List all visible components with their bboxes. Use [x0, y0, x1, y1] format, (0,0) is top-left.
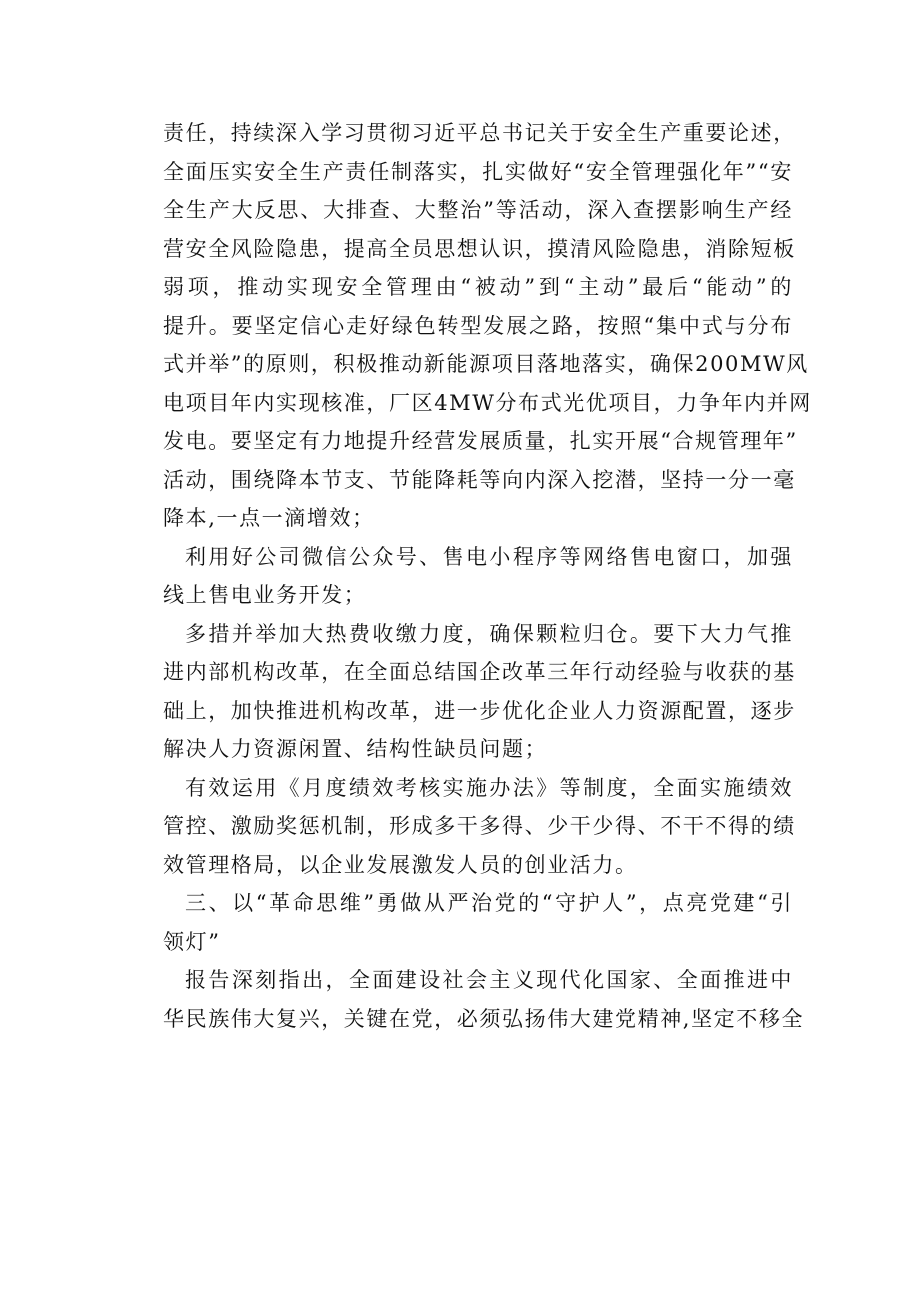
text-line: 活动，围绕降本节支、节能降耗等向内深入挖潜，坚持一分一毫 — [163, 467, 796, 492]
text-line: 报告深刻指出，全面建设社会主义现代化国家、全面推进中 — [185, 968, 793, 992]
text-line: 进内部机构改革，在全面总结国企改革三年行动经验与收获的基 — [163, 660, 796, 684]
text-line: 降本,一点一滴增效； — [163, 506, 375, 530]
text-line: 弱项，推动实现安全管理由“被动”到“主动”最后“能动”的 — [163, 275, 793, 299]
text-line: 责任，持续深入学习贯彻习近平总书记关于安全生产重要论述， — [163, 121, 796, 145]
text-line: 电项目年内实现核准，厂区4MW分布式光优项目，力争年内并网 — [163, 390, 812, 415]
text-line: 式并举”的原则，积极推动新能源项目落地落实，确保200MW风 — [163, 352, 809, 376]
text-line: 营安全风险隐患，提高全员思想认识，摸清风险隐患，消除短板 — [163, 236, 796, 261]
text-line: 多措并举加大热费收缴力度，确保颗粒归仓。要下大力气推 — [185, 621, 793, 646]
text-line: 发电。要坚定有力地提升经营发展质量，扎实开展“合规管理年” — [163, 429, 798, 453]
text-line: 利用好公司微信公众号、售电小程序等网络售电窗口，加强 — [185, 544, 793, 569]
document-body — [163, 114, 812, 1038]
paragraph-online-sales — [163, 538, 793, 615]
text-line: 华民族伟大复兴，关键在党，必须弘扬伟大建党精神,坚定不移全 — [163, 1006, 805, 1031]
text-line: 效管理格局，以企业发展激发人员的创业活力。 — [163, 852, 638, 877]
section-heading-three — [163, 884, 793, 961]
text-line: 础上，加快推进机构改革，进一步优化企业人力资源配置，逐步 — [163, 698, 796, 723]
text-line: 有效运用《月度绩效考核实施办法》等制度，全面实施绩效 — [185, 775, 793, 800]
paragraph-report — [163, 961, 805, 1038]
text-line: 解决人力资源闲置、结构性缺员问题； — [163, 737, 548, 761]
paragraph-performance — [163, 769, 796, 885]
text-line: 线上售电业务开发； — [163, 583, 367, 607]
paragraph-reform — [163, 615, 796, 769]
text-line: 三、以“革命思维”勇做从严治党的“守护人”，点亮党建“引 — [185, 891, 793, 915]
paragraph-safety-production — [163, 114, 812, 538]
text-line: 管控、激励奖惩机制，形成多干多得、少干少得、不干不得的绩 — [163, 814, 796, 838]
text-line: 全生产大反思、大排查、大整治”等活动，深入查摆影响生产经 — [163, 198, 793, 222]
text-line: 提升。要坚定信心走好绿色转型发展之路，按照“集中式与分布 — [163, 313, 793, 338]
text-line: 领灯” — [163, 929, 221, 954]
text-line: 全面压实安全生产责任制落实，扎实做好“安全管理强化年”“安 — [163, 159, 793, 184]
